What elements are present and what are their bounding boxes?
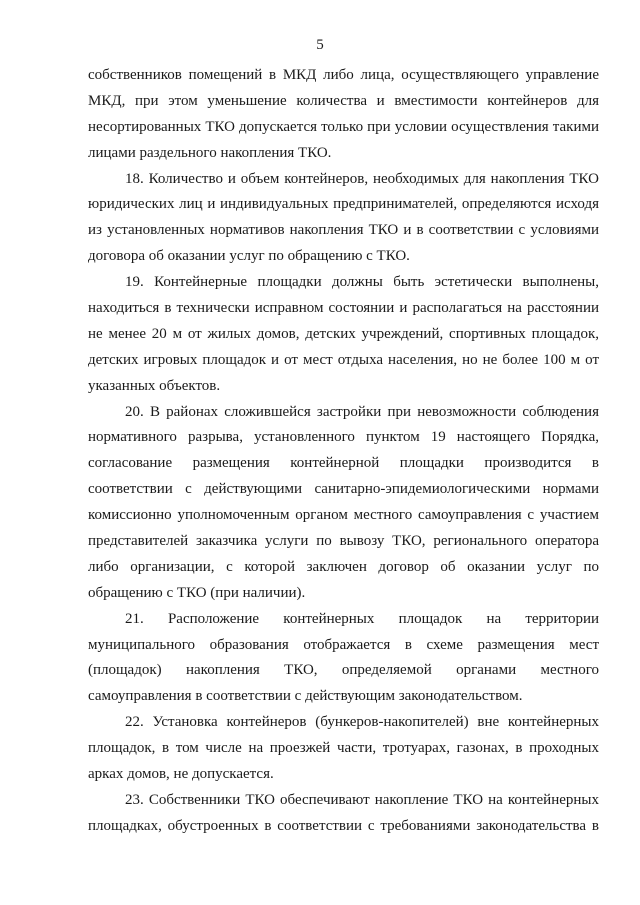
text-line: соответствии с действующими санитарно-эпидемиологическими нормами (88, 481, 599, 498)
text-line: МКД, при этом уменьшение количества и вместимости контейнеров для (88, 92, 599, 109)
document-body (88, 63, 599, 840)
text-line: 20. В районах сложившейся застройки при невозможности соблюдения (125, 403, 599, 420)
text-line: 23. Собственники ТКО обеспечивают накопление ТКО на контейнерных (125, 791, 599, 808)
text-line: договора об оказании услуг по обращению с ТКО. (88, 248, 410, 265)
text-line: муниципального образования отображается в схеме размещения мест (88, 636, 599, 653)
text-line: согласование размещения контейнерной площадки производится в (88, 455, 599, 472)
text-line: 22. Установка контейнеров (бункеров-накопителей) вне контейнерных (125, 714, 599, 731)
text-line: площадок, в том числе на проезжей части, тротуарах, газонах, в проходных (88, 740, 599, 757)
text-line: указанных объектов. (88, 377, 221, 394)
text-line: арках домов, не допускается. (88, 766, 274, 783)
text-line: не менее 20 м от жилых домов, детских учреждений, спортивных площадок, (88, 325, 599, 342)
text-line: несортированных ТКО допускается только при условии осуществления такими (88, 118, 599, 135)
text-line: юридических лиц и индивидуальных предпринимателей, определяются исходя (88, 196, 599, 213)
text-line: обращению с ТКО (при наличии). (88, 584, 306, 601)
text-line: лицами раздельного накопления ТКО. (88, 144, 332, 161)
text-line: 19. Контейнерные площадки должны быть эстетически выполнены, (125, 274, 599, 291)
text-line: 21. Расположение контейнерных площадок на территории (125, 610, 599, 627)
text-line: либо организации, с которой заключен договор об оказании услуг по (88, 558, 599, 575)
text-line: находиться в технически исправном состоянии и располагаться на расстоянии (88, 300, 599, 317)
text-line: 18. Количество и объем контейнеров, необходимых для накопления ТКО (125, 170, 599, 187)
text-line: собственников помещений в МКД либо лица, осуществляющего управление (88, 67, 599, 83)
text-line: комиссионно уполномоченным органом местного самоуправления с участием (88, 507, 599, 524)
text-line: детских игровых площадок и от мест отдыха населения, но не более 100 м от (88, 351, 599, 368)
text-line: из установленных нормативов накопления ТКО и в соответствии с условиями (88, 222, 599, 239)
text-line: площадках, обустроенных в соответствии с требованиями законодательства в (88, 817, 599, 834)
text-line: представителей заказчика услуги по вывозу ТКО, регионального оператора (88, 533, 599, 550)
text-line: самоуправления в соответствии с действующим законодательством. (88, 688, 523, 705)
text-line: (площадок) накопления ТКО, определяемой органами местного (88, 662, 599, 679)
text-line: нормативного разрыва, установленного пунктом 19 настоящего Порядка, (88, 429, 599, 446)
page-number: 5 (316, 37, 324, 53)
